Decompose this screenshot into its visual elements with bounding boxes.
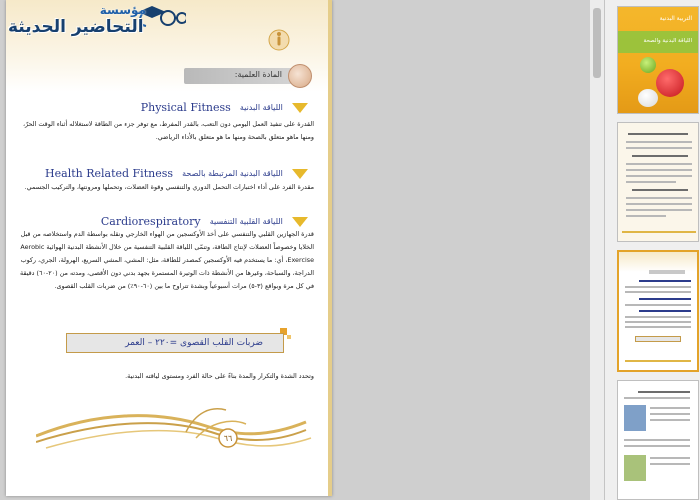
heading-health-fitness: [45, 163, 308, 182]
section-label: المادة العلمية:: [234, 70, 282, 79]
section-emblem-icon: [288, 64, 312, 88]
thumbnail-page-3[interactable]: [617, 250, 699, 372]
page-edge-decoration: [328, 0, 332, 496]
document-page: [6, 0, 332, 496]
formula-box: [66, 333, 284, 353]
paragraph-physical-fitness: القدرة على تنفيذ العمل اليومي دون التعب، بالقدر المفرط، مع توفر جزء من الطاقة لاستغلاله أثناء الوقت الحرّ، ومنها ماهو متعلق بالصحة ومنها ما هو متعلق بالأداء الرياضي.: [22, 120, 314, 141]
scrollbar-thumb[interactable]: [593, 8, 601, 78]
logo-line-1: مؤسسة: [99, 3, 146, 17]
thumbnail-page-4[interactable]: [617, 380, 699, 500]
cover-subtitle: اللياقة البدنية والصحة: [643, 38, 692, 44]
apple-icon: [656, 69, 684, 97]
heading-arabic: اللياقة القلبية التنفسية: [209, 217, 283, 226]
paragraph-health-fitness: مقدرة الفرد على أداء اختبارات التحمل الدوري والتنفسي وقوة العضلات، وتحملها ومرونتها، والتركيب الجسمي.: [24, 183, 314, 191]
triangle-bullet-icon: [292, 103, 308, 113]
cover-title: التربية البدنية: [659, 15, 692, 22]
heading-arabic: اللياقة البدنية المرتبطة بالصحة: [182, 169, 283, 178]
heading-english: Cardiorespiratory: [100, 215, 201, 228]
heading-physical-fitness: [141, 97, 308, 116]
heading-arabic: اللياقة البدنية: [239, 103, 283, 112]
thumbnail-page-1[interactable]: [617, 6, 699, 114]
body-silhouette-icon: [268, 26, 290, 54]
triangle-bullet-icon: [292, 217, 308, 227]
page-footer-swirl: [36, 392, 316, 462]
page-thumbnails-panel[interactable]: [604, 0, 700, 500]
page-number: ٦٦: [223, 434, 233, 443]
formula-corner-decoration: [287, 335, 291, 339]
paragraph-note: وتحدد الشدة والتكرار والمدة بناءً على حالة الفرد ومستوى لياقته البدنية.: [125, 372, 314, 380]
fruit-icon: [638, 89, 658, 107]
heading-english: Health Related Fitness: [45, 167, 174, 180]
fruit-icon: [640, 57, 656, 73]
thumbnail-page-2[interactable]: [617, 122, 699, 242]
triangle-bullet-icon: [292, 169, 308, 179]
vertical-scrollbar[interactable]: [590, 0, 604, 500]
logo-line-2: التحاضير الحديثة: [8, 17, 144, 37]
site-logo[interactable]: [6, 0, 188, 40]
heading-english: Physical Fitness: [140, 101, 231, 114]
max-heart-rate-formula: ضربات القلب القصوى =٢٢٠ – العمر: [125, 338, 263, 348]
paragraph-cardiorespiratory: قدرة الجهازين القلبي والتنفسي على أخذ الأوكسجين من الهواء الخارجي ونقله بواسطة الدم واستخلاصه من قبل الخلايا وخصوصاً العضلات لإنتاج الطاقة، وتنمّى اللياقة القلبية التنفسية من خلال الأنشطة البدنية الهوائية Aerobic Exercise، أي: ما يستخدم فيه الأوكسجين كمصدر للطاقة، مثل: المشي، المشي السريع، الهرولة، الجري، ركوب الدراجة، والسباحة، وغيرها من الأنشطة ذات الوتيرة المستمرة بجهد بدني دون الأقصى، ومدته من (٢٠-٦٠) دقيقة في كل مرة وبواقع (٣-٥) مرات أسبوعياً وبشدة تتراوح ما بين (٦٠-٩٠٪) من ضربات القلب القصوى.: [20, 230, 314, 290]
